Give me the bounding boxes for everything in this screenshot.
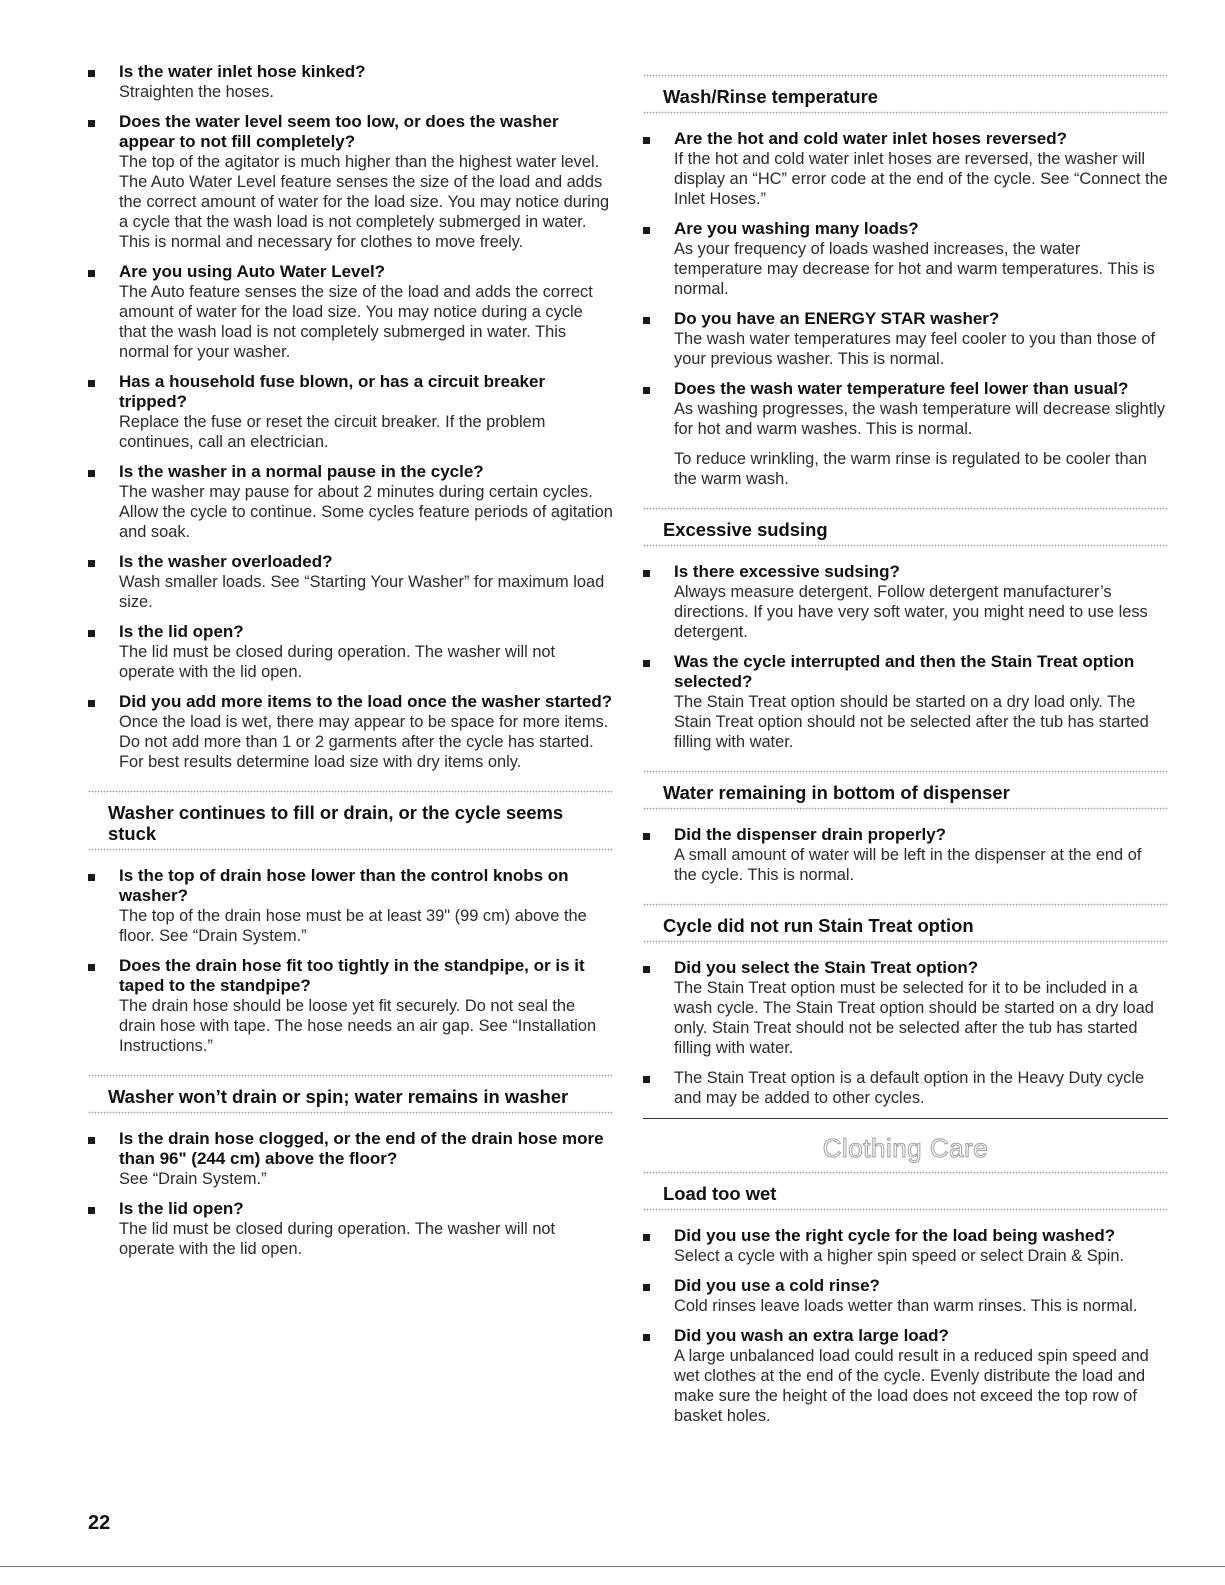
answer: The lid must be closed during operation. The washer will not operate with the lid open. [119,1220,556,1258]
list-item [643,652,1168,752]
left-column [88,62,613,1269]
bullet-icon [643,387,650,394]
section-heading [88,790,613,852]
answer: The lid must be closed during operation. The washer will not operate with the lid open. [119,643,556,681]
answer: The Stain Treat option must be selected for it to be included in a wash cycle. The Stain Treat option should be started on a dry load only. Stain Treat should not be selected after the tub has started filling with water. [674,979,1154,1057]
list-item [88,956,613,1056]
question: Did you select the Stain Treat option? [674,958,979,977]
question: Is there excessive sudsing? [674,562,900,581]
section-heading [643,903,1168,944]
answer: Cold rinses leave loads wetter than warm rinses. This is normal. [674,1297,1138,1315]
list-item [643,1226,1168,1266]
question: Does the drain hose fit too tightly in the standpipe, or is it taped to the standpipe? [119,956,585,995]
bullet-icon [88,1137,95,1144]
answer: Straighten the hoses. [119,83,274,101]
bullet-icon [643,137,650,144]
section-title: Water remaining in bottom of dispenser [663,782,1010,803]
question: Was the cycle interrupted and then the Stain Treat option selected? [674,652,1135,691]
answer: A small amount of water will be left in the dispenser at the end of the cycle. This is normal. [674,846,1142,884]
list-item [88,622,613,682]
answer: The Stain Treat option should be started on a dry load only. The Stain Treat option should not be selected after the tub has started filling with water. [674,693,1149,751]
bullet-icon [88,470,95,477]
question: Is the drain hose clogged, or the end of the drain hose more than 96" (244 cm) above the floor? [119,1129,604,1168]
list-item [88,552,613,612]
list-item [88,372,613,452]
dotted-rule [643,940,1168,944]
section-title: Wash/Rinse temperature [663,86,878,107]
bullet-icon [643,1234,650,1241]
question: Do you have an ENERGY STAR washer? [674,309,1000,328]
section-heading [643,507,1168,548]
answer: Replace the fuse or reset the circuit breaker. If the problem continues, call an electrician. [119,413,546,451]
question: Does the wash water temperature feel lower than usual? [674,379,1129,398]
section-heading [643,74,1168,115]
bullet-icon [88,270,95,277]
question: Did you use a cold rinse? [674,1276,880,1295]
section-divider [643,1118,1168,1119]
chapter-banner: Clothing Care [822,1133,989,1163]
bullet-icon [88,700,95,707]
question: Are you using Auto Water Level? [119,262,386,281]
dotted-rule [88,1111,613,1115]
answer: If the hot and cold water inlet hoses are reversed, the washer will display an “HC” error code at the end of the cycle. See “Connect the Inlet Hoses.” [674,150,1168,208]
dotted-rule [88,848,613,852]
bullet-icon [88,120,95,127]
answer: Select a cycle with a higher spin speed or select Drain & Spin. [674,1247,1125,1265]
section-heading [643,1171,1168,1212]
list-item [88,462,613,542]
bullet-icon [643,1334,650,1341]
question: Is the washer overloaded? [119,552,333,571]
answer: Once the load is wet, there may appear to be space for more items. Do not add more than 1 or 2 garments after the cycle has started. For best results determine load size with dry items only. [119,713,609,771]
list-item [88,112,613,252]
bullet-icon [643,833,650,840]
list-item [88,1129,613,1189]
list-item [88,262,613,362]
question: Has a household fuse blown, or has a circuit breaker tripped? [119,372,546,411]
question: Is the water inlet hose kinked? [119,62,366,81]
answer: Wash smaller loads. See “Starting Your Washer” for maximum load size. [119,573,605,611]
section-heading [88,1074,613,1115]
list-item [88,692,613,772]
answer: As washing progresses, the wash temperature will decrease slightly for hot and warm washes. This is normal. [674,400,1166,438]
answer: The top of the drain hose must be at least 39" (99 cm) above the floor. See “Drain System.” [119,907,587,945]
answer: The drain hose should be loose yet fit securely. Do not seal the drain hose with tape. The hose needs an air gap. See “Installation Instructions.” [119,997,597,1055]
list-item [643,129,1168,209]
list-item [88,1199,613,1259]
list-item [643,825,1168,885]
page-bottom-rule [0,1566,1225,1567]
answer: See “Drain System.” [119,1170,267,1188]
bullet-icon [643,317,650,324]
section-title: Cycle did not run Stain Treat option [663,915,974,936]
dotted-rule [643,111,1168,115]
bullet-icon [88,964,95,971]
question: Does the water level seem too low, or does the washer appear to not fill completely? [119,112,559,151]
list-item [643,379,1168,489]
answer: As your frequency of loads washed increases, the water temperature may decrease for hot and warm temperatures. This is normal. [674,240,1155,298]
question: Is the washer in a normal pause in the cycle? [119,462,484,481]
bullet-icon [643,1284,650,1291]
answer: The wash water temperatures may feel cooler to you than those of your previous washer. This is normal. [674,330,1156,368]
question: Did the dispenser drain properly? [674,825,947,844]
bullet-icon [88,560,95,567]
question: Are you washing many loads? [674,219,919,238]
list-item [88,62,613,102]
section-title: Washer won’t drain or spin; water remains in washer [108,1086,569,1107]
question: Is the lid open? [119,1199,244,1218]
page-number: 22 [88,1512,111,1534]
list-item [643,562,1168,642]
section-title: Load too wet [663,1183,777,1204]
answer: Always measure detergent. Follow detergent manufacturer’s directions. If you have very soft water, you might need to use less detergent. [674,583,1148,641]
bullet-icon [88,874,95,881]
plain-text: The Stain Treat option is a default option in the Heavy Duty cycle and may be added to other cycles. [674,1069,1145,1107]
list-item [88,866,613,946]
list-item [643,958,1168,1058]
list-item [643,1326,1168,1426]
bullet-icon [643,966,650,973]
question: Did you wash an extra large load? [674,1326,949,1345]
bullet-icon [88,1207,95,1214]
question: Is the top of drain hose lower than the control knobs on washer? [119,866,569,905]
answer-note: To reduce wrinkling, the warm rinse is regulated to be cooler than the warm wash. [674,450,1147,488]
section-heading [643,770,1168,811]
dotted-rule [643,807,1168,811]
question: Did you use the right cycle for the load being washed? [674,1226,1116,1245]
list-item [643,309,1168,369]
answer: The top of the agitator is much higher than the highest water level. The Auto Water Level feature senses the size of the load and adds the correct amount of water for the load size. You may notice during a cycle that the wash load is not completely submerged in water. This is normal and necessary for clothes to move freely. [119,153,610,251]
question: Is the lid open? [119,622,244,641]
list-item [643,1068,1168,1108]
bullet-icon [88,380,95,387]
section-title: Washer continues to fill or drain, or the cycle seems stuck [108,802,564,844]
bullet-icon [88,70,95,77]
list-item [643,219,1168,299]
answer: The Auto feature senses the size of the load and adds the correct amount of water for the load size. You may notice during a cycle that the wash load is not completely submerged in water. This normal for your washer. [119,283,593,361]
bullet-icon [88,630,95,637]
list-item [643,1276,1168,1316]
question: Did you add more items to the load once the washer started? [119,692,613,711]
bullet-icon [643,1076,650,1083]
dotted-rule [643,544,1168,548]
section-title: Excessive sudsing [663,519,828,540]
bullet-icon [643,660,650,667]
answer: A large unbalanced load could result in a reduced spin speed and wet clothes at the end of the cycle. Evenly distribute the load and make sure the height of the load does not exceed the top row of basket holes. [674,1347,1149,1425]
bullet-icon [643,570,650,577]
dotted-rule [643,1208,1168,1212]
answer: The washer may pause for about 2 minutes during certain cycles. Allow the cycle to continue. Some cycles feature periods of agitation and soak. [119,483,613,541]
bullet-icon [643,227,650,234]
question: Are the hot and cold water inlet hoses reversed? [674,129,1067,148]
right-column [643,62,1168,1436]
